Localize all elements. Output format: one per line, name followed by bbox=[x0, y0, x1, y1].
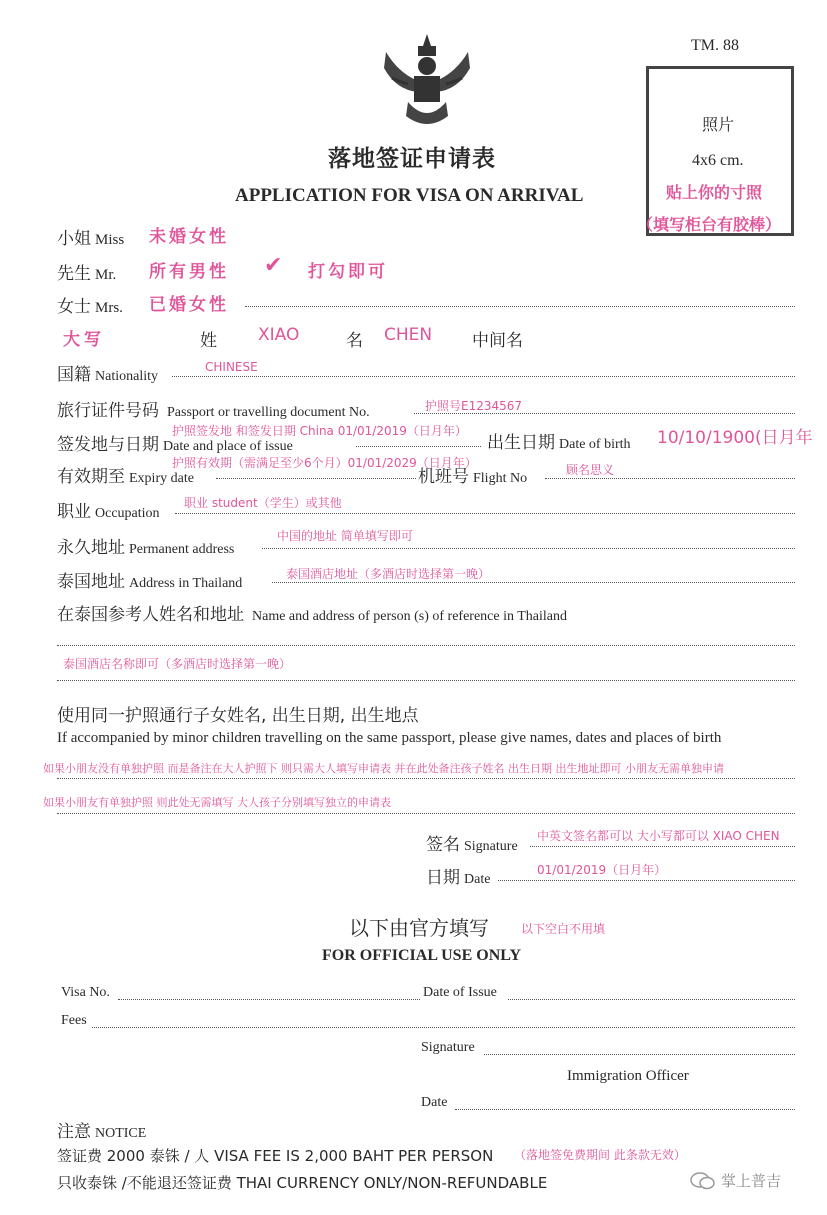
official-title-en: FOR OFFICIAL USE ONLY bbox=[322, 947, 521, 964]
flight-value[interactable]: 顾名思义 bbox=[566, 463, 615, 477]
official-note: 以下空白不用填 bbox=[521, 922, 606, 936]
expiry-line bbox=[216, 478, 416, 479]
date-of-issue-label: Date of Issue bbox=[423, 985, 497, 1000]
nationality-value[interactable]: CHINESE bbox=[205, 360, 258, 374]
expiry-label: 有效期至 Expiry date bbox=[57, 467, 194, 487]
immigration-officer-label: Immigration Officer bbox=[567, 1068, 689, 1084]
issue-label: 签发地与日期 Date and place of issue bbox=[57, 435, 293, 455]
children-note-2: 如果小朋友有单独护照 则此处无需填写 大人孩子分别填写独立的申请表 bbox=[43, 796, 391, 809]
title-zh: 落地签证申请表 bbox=[328, 146, 496, 172]
reference-line-1 bbox=[57, 645, 795, 646]
photo-note: 贴上你的寸照 bbox=[666, 183, 763, 202]
check-mark-icon: ✔ bbox=[264, 253, 283, 278]
signature-line bbox=[530, 846, 795, 847]
occupation-label: 职业 Occupation bbox=[57, 502, 160, 522]
title-mrs[interactable]: 女士 Mrs. bbox=[57, 297, 123, 317]
notice-title: 注意 NOTICE bbox=[57, 1122, 147, 1142]
official-signature-label: Signature bbox=[421, 1040, 475, 1055]
children-note-1: 如果小朋友没有单独护照 而是备注在大人护照下 则只需大人填写申请表 并在此处备注孩子姓名 出生日期 出生地址即可 小朋友无需单独申请 bbox=[43, 762, 724, 775]
notice-line-2: 只收泰铢 /不能退还签证费 THAI CURRENCY ONLY/NON-REFUNDABLE bbox=[57, 1174, 548, 1192]
given-value[interactable]: CHEN bbox=[384, 325, 433, 345]
passport-line bbox=[414, 413, 795, 414]
photo-note-2: （填写柜台有胶棒） bbox=[637, 215, 782, 234]
thai-address-label: 泰国地址 Address in Thailand bbox=[57, 572, 243, 592]
children-line-1 bbox=[57, 778, 795, 779]
date-value[interactable]: 01/01/2019（日月年） bbox=[537, 863, 667, 877]
children-label-zh: 使用同一护照通行子女姓名, 出生日期, 出生地点 bbox=[57, 706, 419, 726]
mr-note-2: 打勾即可 bbox=[308, 262, 388, 282]
permanent-address-label: 永久地址 Permanent address bbox=[57, 538, 235, 558]
nationality-label: 国籍 Nationality bbox=[57, 365, 158, 385]
notice-note: （落地签免费期间 此条款无效） bbox=[514, 1148, 686, 1162]
mrs-note: 已婚女性 bbox=[149, 295, 229, 315]
issue-line bbox=[356, 446, 481, 447]
title-en: APPLICATION FOR VISA ON ARRIVAL bbox=[235, 185, 584, 206]
official-date-line bbox=[455, 1109, 795, 1110]
flight-label: 机班号 Flight No bbox=[418, 467, 528, 487]
watermark: 掌上普吉 bbox=[721, 1172, 782, 1190]
expiry-value[interactable]: 护照有效期（需满足至少6个月）01/01/2029（日月年） bbox=[172, 456, 477, 470]
garuda-emblem-icon bbox=[378, 32, 476, 132]
thai-address-line bbox=[272, 582, 795, 583]
signature-value[interactable]: 中英文签名都可以 大小写都可以 XIAO CHEN bbox=[537, 829, 780, 843]
photo-size: 4x6 cm. bbox=[692, 152, 744, 169]
children-line-2 bbox=[57, 813, 795, 814]
middle-name-label: 中间名 bbox=[472, 331, 523, 351]
mr-note: 所有男性 bbox=[149, 262, 229, 282]
wechat-icon bbox=[690, 1172, 716, 1190]
miss-note: 未婚女性 bbox=[149, 227, 229, 247]
occupation-value[interactable]: 职业 student（学生）或其他 bbox=[184, 496, 342, 510]
title-miss[interactable]: 小姐 Miss bbox=[57, 229, 125, 249]
date-of-issue-line bbox=[508, 999, 795, 1000]
children-label-en: If accompanied by minor children travelling on the same passport, please give names, dates and places of birth bbox=[57, 730, 722, 746]
passport-label: 旅行证件号码 Passport or travelling document No. bbox=[57, 401, 370, 421]
date-line bbox=[498, 880, 795, 881]
signature-label: 签名 Signature bbox=[426, 835, 518, 855]
photo-box[interactable] bbox=[646, 66, 794, 236]
visa-no-label: Visa No. bbox=[61, 985, 110, 1000]
surname-value[interactable]: XIAO bbox=[258, 325, 300, 345]
official-title-zh: 以下由官方填写 bbox=[349, 916, 489, 940]
surname-label: 姓 bbox=[200, 331, 217, 351]
permanent-address-line bbox=[262, 548, 795, 549]
official-date-label: Date bbox=[421, 1095, 448, 1110]
occupation-line bbox=[175, 513, 795, 514]
reference-value[interactable]: 泰国酒店名称即可（多酒店时选择第一晚） bbox=[63, 657, 292, 671]
given-label: 名 bbox=[346, 331, 363, 351]
notice-line-1: 签证费 2000 泰铢 / 人 VISA FEE IS 2,000 BAHT PER PERSON bbox=[57, 1147, 494, 1165]
reference-label: 在泰国参考人姓名和地址 Name and address of person (s) of reference in Thailand bbox=[57, 605, 567, 625]
mrs-line bbox=[245, 306, 795, 307]
birth-value[interactable]: 10/10/1900(日月年 bbox=[657, 428, 813, 448]
form-code: TM. 88 bbox=[691, 37, 739, 54]
permanent-address-value[interactable]: 中国的地址 简单填写即可 bbox=[277, 529, 413, 543]
photo-label: 照片 bbox=[702, 115, 735, 134]
thai-address-value[interactable]: 泰国酒店地址（多酒店时选择第一晚） bbox=[286, 567, 491, 581]
title-mr[interactable]: 先生 Mr. bbox=[57, 264, 117, 284]
official-signature-line bbox=[484, 1054, 795, 1055]
fees-label: Fees bbox=[61, 1013, 87, 1028]
visa-no-line bbox=[118, 999, 420, 1000]
birth-label: 出生日期 Date of birth bbox=[487, 433, 631, 453]
nationality-line bbox=[172, 376, 795, 377]
passport-value[interactable]: 护照号E1234567 bbox=[425, 399, 523, 413]
issue-value[interactable]: 护照签发地 和签发日期 China 01/01/2019（日月年） bbox=[172, 424, 467, 438]
reference-line-2 bbox=[57, 680, 795, 681]
date-label: 日期 Date bbox=[426, 868, 491, 888]
flight-line bbox=[545, 478, 795, 479]
fees-line bbox=[92, 1027, 795, 1028]
caps-note: 大写 bbox=[63, 330, 105, 350]
